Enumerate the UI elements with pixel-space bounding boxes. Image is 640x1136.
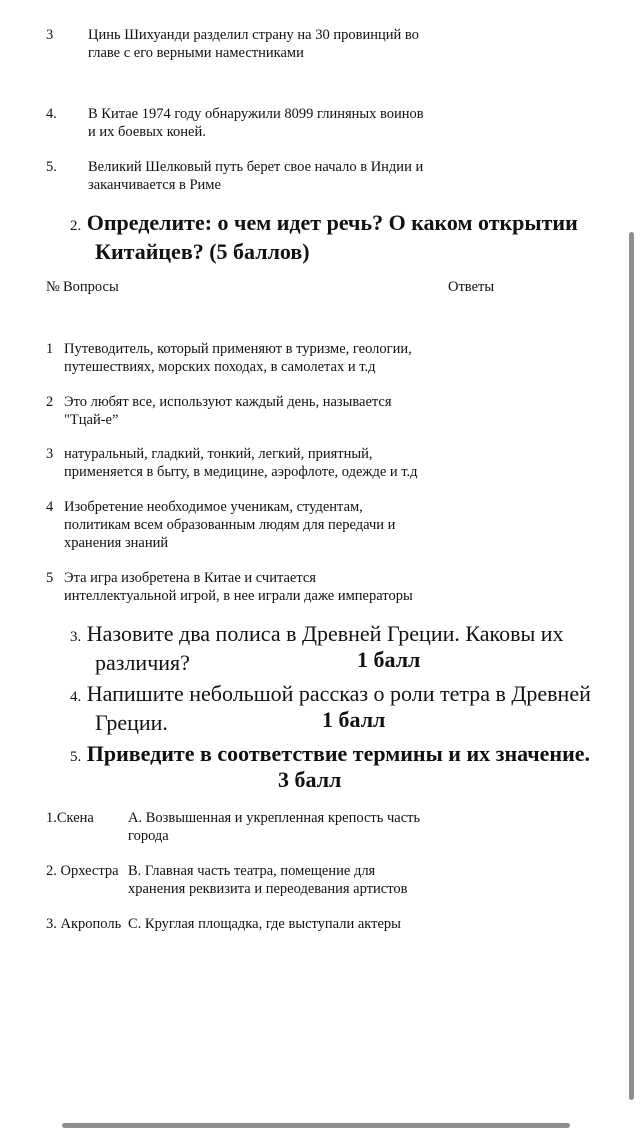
statement-number: 3 (46, 27, 54, 43)
column-answers-header: Ответы (448, 279, 495, 295)
statement-text-line: заканчивается в Риме (88, 177, 221, 193)
task-3-line2-text: различия? (95, 650, 190, 675)
task-5-heading (70, 741, 590, 770)
task-5-points: 3 балл (278, 767, 342, 792)
statement-text-line: и их боевых коней. (88, 124, 206, 140)
statement-text-line: Великий Шелковый путь берет свое начало в Индии и (88, 159, 424, 175)
task-number: 2. (70, 218, 82, 234)
term-definition-line: А. Возвышенная и укрепленная крепость часть (128, 810, 421, 826)
question-text-line: интеллектуальной игрой, в нее играли даже императоры (64, 588, 413, 604)
task-4-line1: Напишите небольшой рассказ о роли тетра в Древней (86, 681, 591, 706)
term-name: 1.Скена (46, 810, 94, 826)
task-4-line2-text: Греции. (95, 710, 168, 735)
question-text-line: Это любят все, используют каждый день, называется (64, 394, 392, 410)
column-number-header: № (46, 279, 60, 295)
task-number: 3. (70, 629, 82, 645)
task-3-line1: Назовите два полиса в Древней Греции. Каковы их (86, 621, 564, 646)
question-text-line: путешествиях, морских походах, в самолетах и т.д (64, 359, 376, 375)
question-text-line: применяется в быту, в медицине, аэрофлоте, одежде и т.д (64, 464, 418, 480)
column-questions-header: Вопросы (63, 279, 119, 295)
question-number: 1 (46, 341, 54, 357)
statement-number: 5. (46, 159, 57, 175)
task-2-line2: Китайцев? (5 баллов) (95, 239, 310, 264)
task-5-line1: Приведите в соответствие термины и их значение. (86, 741, 591, 766)
statement-number: 4. (46, 106, 57, 122)
task-3-line2 (70, 650, 564, 676)
vertical-scrollbar[interactable] (629, 232, 634, 1100)
statement-text-line: Цинь Шихуанди разделил страну на 30 провинций во (88, 27, 419, 43)
question-text-line: натуральный, гладкий, тонкий, легкий, приятный, (64, 446, 373, 462)
question-number: 3 (46, 446, 54, 462)
term-name: 2. Орхестра (46, 863, 119, 879)
question-text-line: Эта игра изобретена в Китае и считается (64, 570, 316, 586)
statement-text-line: главе с его верными наместниками (88, 45, 304, 61)
task-number: 5. (70, 749, 82, 765)
question-text-line: политикам всем образованным людям для передачи и (64, 517, 396, 533)
horizontal-scrollbar[interactable] (62, 1123, 570, 1128)
task-4-points: 1 балл (322, 707, 386, 732)
question-number: 5 (46, 570, 54, 586)
term-definition-line: города (128, 828, 169, 844)
term-definition-line: хранения реквизита и переодевания артистов (128, 881, 408, 897)
task-2-heading (70, 210, 578, 265)
question-text-line: "Тцай-е” (64, 412, 119, 428)
question-text-line: Путеводитель, который применяют в туризме, геологии, (64, 341, 412, 357)
task-3-points: 1 балл (357, 647, 421, 672)
task-number: 4. (70, 689, 82, 705)
statement-text-line: В Китае 1974 году обнаружили 8099 глиняных воинов (88, 106, 424, 122)
task-2-line1: Определите: о чем идет речь? О каком открытии (86, 210, 578, 235)
question-text-line: Изобретение необходимое ученикам, студентам, (64, 499, 363, 515)
term-name: 3. Акрополь (46, 916, 122, 932)
question-number: 2 (46, 394, 54, 410)
question-number: 4 (46, 499, 54, 515)
question-text-line: хранения знаний (64, 535, 169, 551)
term-definition-line: С. Круглая площадка, где выступали актеры (128, 916, 401, 932)
task-3-heading (70, 621, 564, 676)
term-definition-line: В. Главная часть театра, помещение для (128, 863, 376, 879)
